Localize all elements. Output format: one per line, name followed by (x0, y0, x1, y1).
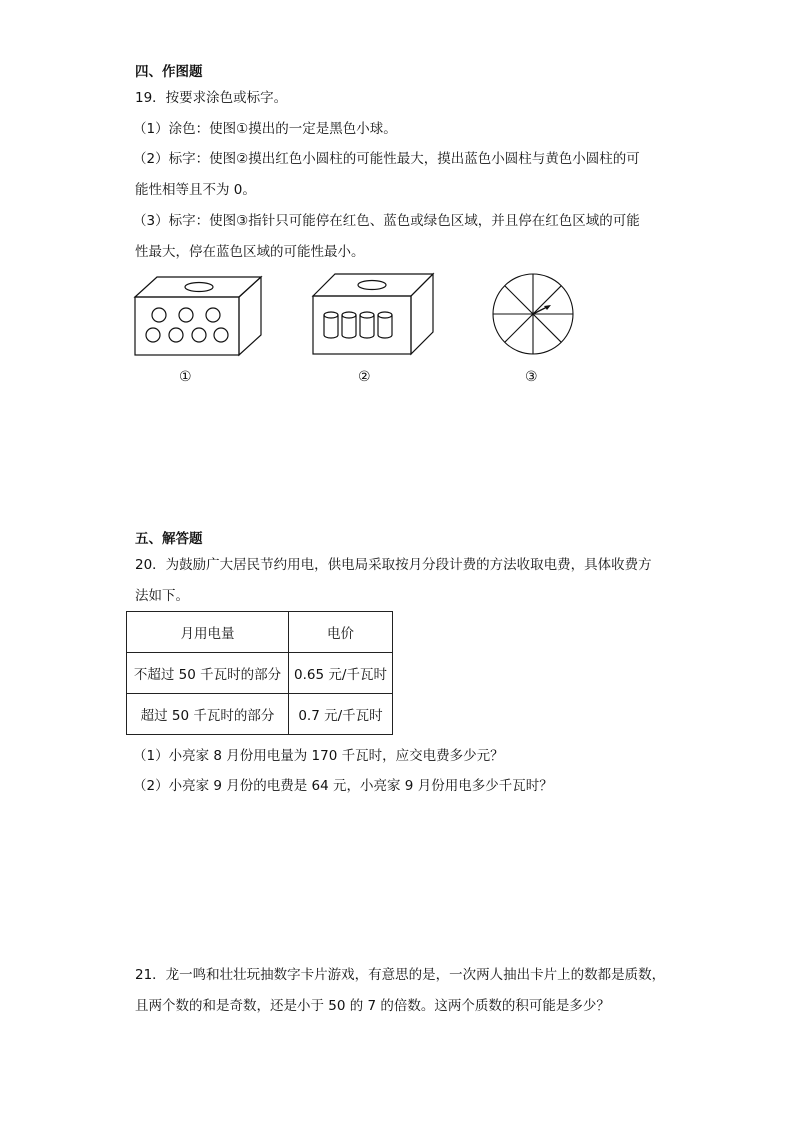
question-19-part-2-line-1: （2）标字：使图②摸出红色小圆柱的可能性最大，摸出蓝色小圆柱与黄色小圆柱的可 (133, 151, 640, 167)
table-header-row (127, 612, 393, 653)
question-21-line-2: 且两个数的和是奇数，还是小于 50 的 7 的倍数。这两个质数的积可能是多少？ (135, 998, 610, 1014)
figure-1-ball-box (133, 275, 263, 357)
table-row (127, 653, 393, 694)
figure-2-label: ② (358, 369, 371, 385)
table-cell: 超过 50 千瓦时的部分 (127, 694, 289, 735)
table-cell: 0.7 元/千瓦时 (289, 694, 393, 735)
question-20-stem-line-2: 法如下。 (135, 588, 189, 604)
question-20-part-2: （2）小亮家 9 月份的电费是 64 元，小亮家 9 月份用电多少千瓦时？ (133, 778, 553, 794)
table-row (127, 694, 393, 735)
table-header-cell: 月用电量 (127, 612, 289, 653)
question-20-part-1: （1）小亮家 8 月份用电量为 170 千瓦时，应交电费多少元？ (133, 748, 504, 764)
spinner-pointer-icon (533, 305, 551, 314)
table-cell: 0.65 元/千瓦时 (289, 653, 393, 694)
table-header-cell: 电价 (289, 612, 393, 653)
section-heading-4: 四、作图题 (135, 64, 203, 80)
question-20-stem-line-1: 20．为鼓励广大居民节约用电，供电局采取按月分段计费的方法收取电费，具体收费方 (135, 557, 652, 573)
figure-2-cylinder-box (311, 272, 435, 356)
question-19-part-1: （1）涂色：使图①摸出的一定是黑色小球。 (133, 121, 397, 137)
figure-1-label: ① (179, 369, 192, 385)
table-cell: 不超过 50 千瓦时的部分 (127, 653, 289, 694)
question-21-line-1: 21．龙一鸣和壮壮玩抽数字卡片游戏，有意思的是，一次两人抽出卡片上的数都是质数， (135, 967, 666, 983)
electricity-price-table (126, 611, 393, 735)
question-19-stem: 19．按要求涂色或标字。 (135, 90, 288, 106)
section-heading-5: 五、解答题 (135, 531, 203, 547)
figure-3-spinner (491, 272, 575, 356)
figure-3-label: ③ (525, 369, 538, 385)
question-19-part-2-line-2: 能性相等且不为 0。 (135, 182, 256, 198)
question-19-part-3-line-2: 性最大，停在蓝色区域的可能性最小。 (135, 244, 365, 260)
question-19-part-3-line-1: （3）标字：使图③指针只可能停在红色、蓝色或绿色区域，并且停在红色区域的可能 (133, 213, 640, 229)
